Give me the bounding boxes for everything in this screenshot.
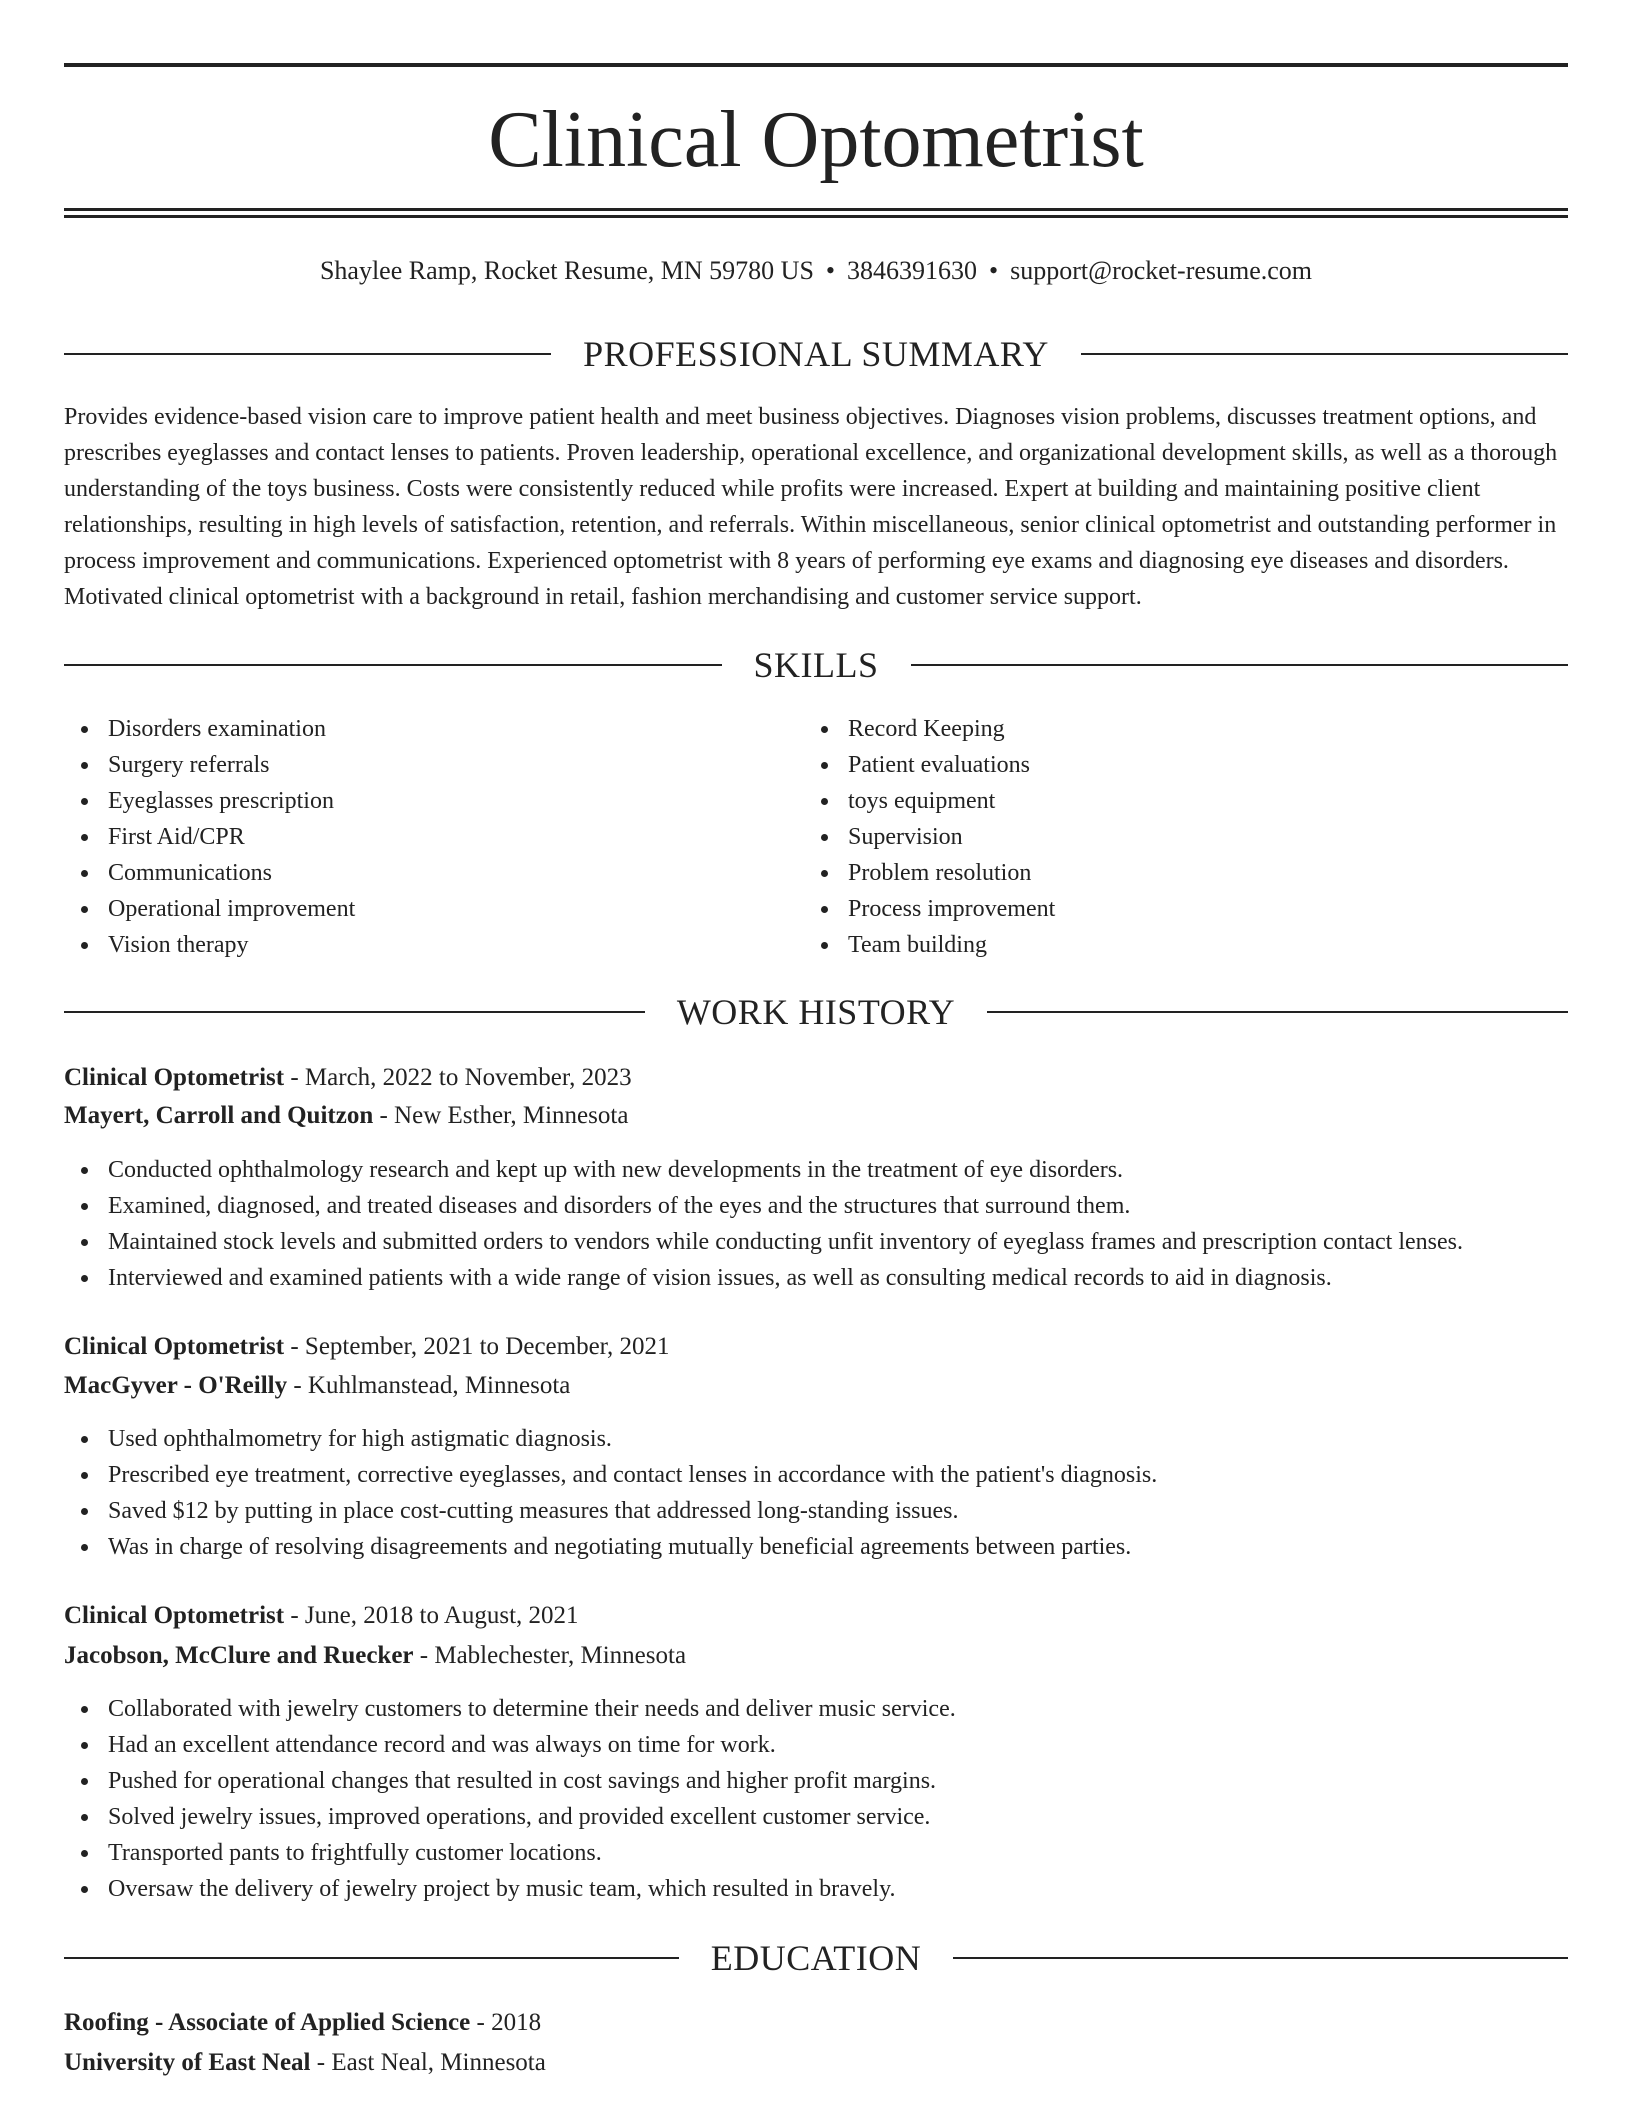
job-title: Clinical Optometrist	[64, 1333, 285, 1360]
job-bullet-text: Pushed for operational changes that resulted in cost savings and higher profit margins.	[108, 1768, 937, 1794]
bullet-dot-icon	[81, 1275, 88, 1282]
job-bullet	[64, 1260, 1568, 1296]
contact-separator: •	[825, 256, 836, 285]
job-title-line	[64, 1059, 1568, 1097]
bullet-dot-icon	[821, 726, 828, 733]
bullet-dot-icon	[81, 1742, 88, 1749]
bullet-dot-icon	[81, 762, 88, 769]
bullet-dot-icon	[81, 906, 88, 913]
job-bullet-text: Collaborated with jewelry customers to determine their needs and deliver music service.	[108, 1696, 956, 1722]
job-location: - Kuhlmanstead, Minnesota	[287, 1372, 571, 1399]
skill-item	[64, 747, 764, 783]
job-company: Jacobson, McClure and Ruecker	[64, 1642, 414, 1669]
job-bullets	[64, 1691, 1568, 1907]
skill-item-text: Supervision	[848, 824, 963, 850]
skill-item	[804, 927, 1504, 963]
header-double-rule	[64, 208, 1568, 218]
heading-rule-left	[64, 1011, 645, 1013]
skill-item	[64, 711, 764, 747]
job-title-line	[64, 1597, 1568, 1635]
skill-item-text: toys equipment	[848, 788, 996, 814]
bullet-dot-icon	[81, 1508, 88, 1515]
skill-item	[64, 891, 764, 927]
bullet-dot-icon	[821, 870, 828, 877]
education-degree-line	[64, 2004, 1568, 2042]
skills-column-left	[64, 711, 764, 963]
education-school-line	[64, 2044, 1568, 2082]
job-bullet-text: Used ophthalmometry for high astigmatic diagnosis.	[108, 1426, 612, 1452]
education-location: - East Neal, Minnesota	[310, 2049, 546, 2076]
job-bullet	[64, 1727, 1568, 1763]
bullet-dot-icon	[81, 1886, 88, 1893]
skill-item-text: Process improvement	[848, 896, 1056, 922]
skill-item-text: Record Keeping	[848, 716, 1005, 742]
bullet-dot-icon	[81, 1472, 88, 1479]
bullet-dot-icon	[81, 798, 88, 805]
heading-rule-left	[64, 353, 551, 355]
bullet-dot-icon	[81, 870, 88, 877]
job-bullet-text: Saved $12 by putting in place cost-cutting measures that addressed long-standing issues.	[108, 1498, 959, 1524]
job-bullet-text: Solved jewelry issues, improved operations, and provided excellent customer service.	[108, 1804, 931, 1830]
job-company-line	[64, 1097, 1568, 1135]
job-bullet	[64, 1529, 1568, 1565]
skills-column-right	[804, 711, 1504, 963]
job-bullet	[64, 1691, 1568, 1727]
heading-rule-right	[911, 664, 1569, 666]
resume-name-title: Clinical Optometrist	[488, 96, 1144, 184]
skills-heading	[64, 643, 1568, 687]
skills-title: SKILLS	[753, 645, 879, 685]
skill-item	[804, 747, 1504, 783]
skill-item-text: Patient evaluations	[848, 752, 1030, 778]
job-company-line	[64, 1367, 1568, 1405]
job-bullet	[64, 1835, 1568, 1871]
job-bullet	[64, 1493, 1568, 1529]
job-dates: - June, 2018 to August, 2021	[284, 1602, 579, 1629]
skill-item	[804, 855, 1504, 891]
bullet-dot-icon	[81, 1850, 88, 1857]
skill-item-text: Problem resolution	[848, 860, 1032, 886]
job-bullet-text: Maintained stock levels and submitted orders to vendors while conducting unfit inventory of eyeglass frames and prescription contact lenses.	[108, 1229, 1463, 1255]
job-dates: - March, 2022 to November, 2023	[284, 1064, 632, 1091]
bullet-dot-icon	[821, 762, 828, 769]
job-bullet-text: Transported pants to frightfully customer locations.	[108, 1840, 602, 1866]
job-bullet-text: Interviewed and examined patients with a wide range of vision issues, as well as consulting medical records to aid in diagnosis.	[108, 1265, 1332, 1291]
skill-item-text: Eyeglasses prescription	[108, 788, 334, 814]
job-bullet-text: Oversaw the delivery of jewelry project by music team, which resulted in bravely.	[108, 1876, 896, 1902]
work-heading	[64, 990, 1568, 1034]
job-bullet	[64, 1421, 1568, 1457]
job-bullet-text: Prescribed eye treatment, corrective eyeglasses, and contact lenses in accordance with the patient's diagnosis.	[108, 1462, 1158, 1488]
skill-item-text: Team building	[848, 932, 987, 958]
education-title: EDUCATION	[710, 1938, 922, 1978]
job-title: Clinical Optometrist	[64, 1064, 285, 1091]
bullet-dot-icon	[81, 1778, 88, 1785]
job-bullet-text: Was in charge of resolving disagreements and negotiating mutually beneficial agreements between parties.	[108, 1534, 1132, 1560]
bullet-dot-icon	[81, 834, 88, 841]
bullet-dot-icon	[81, 726, 88, 733]
education-degree: Roofing - Associate of Applied Science	[64, 2009, 471, 2036]
skill-item	[804, 891, 1504, 927]
bullet-dot-icon	[81, 942, 88, 949]
skill-item	[804, 783, 1504, 819]
skill-item-text: Communications	[108, 860, 272, 886]
bullet-dot-icon	[821, 942, 828, 949]
bullet-dot-icon	[821, 798, 828, 805]
job-location: - New Esther, Minnesota	[373, 1102, 629, 1129]
job-bullet	[64, 1457, 1568, 1493]
skill-item	[64, 819, 764, 855]
contact-email: support@rocket-resume.com	[1010, 256, 1313, 285]
bullet-dot-icon	[81, 1706, 88, 1713]
education-year: - 2018	[470, 2009, 542, 2036]
skill-item	[804, 819, 1504, 855]
bullet-dot-icon	[81, 1814, 88, 1821]
bullet-dot-icon	[81, 1203, 88, 1210]
bullet-dot-icon	[81, 1167, 88, 1174]
job-bullet	[64, 1224, 1568, 1260]
job-title: Clinical Optometrist	[64, 1602, 285, 1629]
bullet-dot-icon	[821, 834, 828, 841]
contact-phone: 3846391630	[847, 256, 978, 285]
contact-address: Shaylee Ramp, Rocket Resume, MN 59780 US	[319, 256, 814, 285]
bullet-dot-icon	[821, 906, 828, 913]
job-bullet	[64, 1152, 1568, 1188]
job-bullet	[64, 1871, 1568, 1907]
heading-rule-left	[64, 664, 722, 666]
summary-heading	[64, 332, 1568, 376]
contact-line	[64, 253, 1568, 289]
contact-separator: •	[989, 256, 999, 285]
bullet-dot-icon	[81, 1544, 88, 1551]
job-bullet	[64, 1799, 1568, 1835]
job-company: Mayert, Carroll and Quitzon	[64, 1102, 374, 1129]
education-heading	[64, 1936, 1568, 1980]
summary-text: Provides evidence-based vision care to improve patient health and meet business objectives. Diagnoses vision problems, discusses treatment options, and prescribes eyeglasses and contact lenses to patients. Proven leadership, operational excellence, and organizational development skills, as well as a thorough understanding of the toys business. Costs were consistently reduced while profits were increased. Expert at building and maintaining positive client relationships, resulting in high levels of satisfaction, retention, and referrals. Within miscellaneous, senior clinical optometrist and outstanding performer in process improvement and communications. Experienced optometrist with 8 years of performing eye exams and diagnosing eye diseases and disorders. Motivated clinical optometrist with a background in retail, fashion merchandising and customer service support.	[64, 404, 1558, 610]
job-bullet-text: Examined, diagnosed, and treated diseases and disorders of the eyes and the structures that surround them.	[108, 1193, 1131, 1219]
skill-item-text: Disorders examination	[108, 716, 326, 742]
skill-item	[64, 927, 764, 963]
job-bullet	[64, 1763, 1568, 1799]
skill-item-text: Surgery referrals	[108, 752, 270, 778]
education-school: University of East Neal	[64, 2049, 311, 2076]
heading-rule-right	[987, 1011, 1568, 1013]
job-bullet-text: Conducted ophthalmology research and kept up with new developments in the treatment of eye disorders.	[108, 1157, 1124, 1183]
job-title-line	[64, 1328, 1568, 1366]
job-dates: - September, 2021 to December, 2021	[284, 1333, 670, 1360]
bullet-dot-icon	[81, 1436, 88, 1443]
heading-rule-left	[64, 1957, 679, 1959]
job-location: - Mablechester, Minnesota	[413, 1642, 687, 1669]
skill-item	[64, 783, 764, 819]
bullet-dot-icon	[81, 1239, 88, 1246]
skill-item-text: Vision therapy	[108, 932, 249, 958]
job-bullets	[64, 1421, 1568, 1565]
job-bullet-text: Had an excellent attendance record and was always on time for work.	[108, 1732, 776, 1758]
work-title: WORK HISTORY	[676, 992, 956, 1032]
header-top-rule	[64, 63, 1568, 67]
summary-title: PROFESSIONAL SUMMARY	[583, 334, 1049, 374]
job-bullets	[64, 1152, 1568, 1296]
heading-rule-right	[953, 1957, 1568, 1959]
job-bullet	[64, 1188, 1568, 1224]
skill-item	[804, 711, 1504, 747]
skill-item	[64, 855, 764, 891]
job-company: MacGyver - O'Reilly	[64, 1372, 288, 1399]
job-company-line	[64, 1637, 1568, 1675]
skill-item-text: Operational improvement	[108, 896, 356, 922]
heading-rule-right	[1081, 353, 1568, 355]
skill-item-text: First Aid/CPR	[108, 824, 245, 850]
